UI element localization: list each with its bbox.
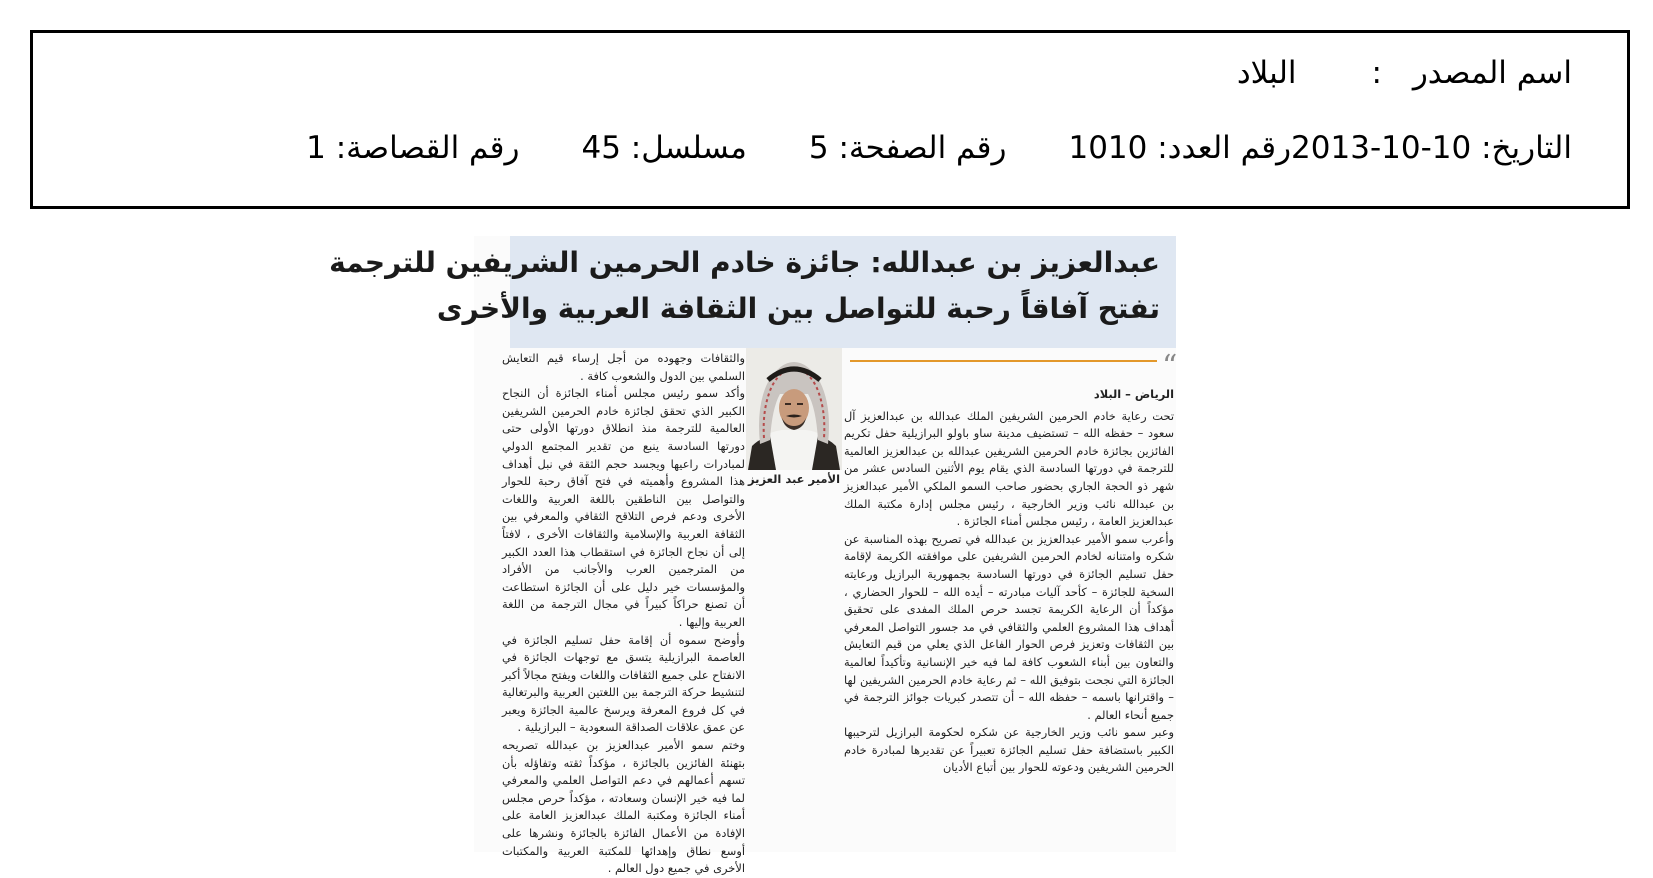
date-label: التاريخ: [1481,130,1572,166]
source-value: البلاد [1236,55,1297,91]
date-field [1291,130,1572,166]
headline-panel [329,236,1176,348]
headline-line-2: تفتح آفاقاً رحبة للتواصل بين الثقافة العربية والأخرى [436,292,1160,325]
source-info-box [30,30,1630,209]
article-right-column [844,386,1174,777]
issue-number-label: رقم العدد: [1157,130,1292,166]
source-colon: : [1371,55,1382,91]
article-paragraph: وأوضح سموه أن إقامة حفل تسليم الجائزة في العاصمة البرازيلية يتسق مع توجهات الجائزة في الانفتاح على جميع الثقافات واللغات ويفتح مجالاً أكبر لتنشيط حركة الترجمة بين اللغتين العربية والبرتغالية في كل فروع المعرفة ويرسخ عالمية الجائزة ويعبر عن عمق علاقات الصداقة السعودية – البرازيلية . [502,632,745,735]
dateline: الرياض – البلاد [1093,387,1174,401]
clipping-number-field [306,130,520,166]
source-label: اسم المصدر [1412,55,1572,91]
portrait-photo [746,348,842,470]
serial-value: 45 [581,130,621,166]
issue-number-field [1068,130,1292,166]
headline-line-1: عبدالعزيز بن عبدالله: جائزة خادم الحرمين الشريفين للترجمة [329,246,1160,279]
article-paragraph: وعبر سمو نائب وزير الخارجية عن شكره لحكومة البرازيل لترحيبها الكبير باستضافة حفل تسليم الجائزة تعبيراً عن تقديرها لمبادرة خادم الحرمين الشريفين ودعوته للحوار بين أتباع الأديان [844,725,1174,775]
source-row [1236,55,1572,91]
portrait-illustration [746,348,842,470]
page-number-field [808,130,1007,166]
orange-divider [850,360,1157,362]
page-number-value: 5 [808,130,829,166]
quote-mark-icon: “ [1162,349,1178,384]
newspaper-clipping [329,236,1178,876]
article-paragraph: وأكد سمو رئيس مجلس أمناء الجائزة أن النجاح الكبير الذي تحقق لجائزة خادم الحرمين الشريفين العالمية للترجمة منذ انطلاق دورتها الأولى حتى دورتها السادسة ينبع من تقدير المجتمع الدولي لمبادرات راعيها ويجسد حجم الثقة في نبل أهداف هذا المشروع وأهميته في فتح آفاق رحبة للحوار والتواصل بين الناطقين باللغة العربية واللغات الأخرى ودعم فرص التلاقح الثقافي والمعرفي بين الثقافة العربية والإسلامية والثقافات الأخرى ، لافتاً إلى أن نجاح الجائزة في استقطاب هذا العدد الكبير من المترجمين العرب والأجانب من الأفراد والمؤسسات خير دليل على أن الجائزة استطاعت أن تصنع حراكاً كبيراً في مجال الترجمة من اللغة العربية وإليها . [502,386,745,629]
article-paragraph: وأعرب سمو الأمير عبدالعزيز بن عبدالله في تصريح بهذه المناسبة عن شكره وامتنانه لخادم الحرمين الشريفين على موافقته الكريمة لإقامة حفل تسليم الجائزة في دورتها السادسة بجمهورية البرازيل ورعايته السخية للجائزة – كأحد آليات مبادرته – أيده الله – للحوار الحضاري ، مؤكداً أن الرعاية الكريمة تجسد حرص الملك المفدى على تحقيق أهداف هذا المشروع العلمي والثقافي في مد جسور التواصل المعرفي بين الثقافات وتعزيز فرص الحوار الفاعل الذي يعلي من قيم التعايش والتعاون بين أبناء الشعوب كافة لما فيه خير الإنسانية وتأكيداً لعالمية الجائزة التي نجحت بتوفيق الله – ثم رعاية خادم الحرمين الشريفين لها – واقترانها باسمه – حفظه الله – أن تتصدر كبريات جوائز الترجمة في جميع أنحاء العالم . [844,531,1174,722]
issue-number-value: 1010 [1068,130,1148,166]
clipping-number-value: 1 [306,130,326,166]
serial-label: مسلسل: [630,130,747,166]
issue-details-row [244,130,1572,166]
clipping-number-label: رقم القصاصة: [335,130,520,166]
serial-field [581,130,747,166]
photo-caption: الأمير عبد العزيز [747,472,841,486]
page-number-label: رقم الصفحة: [838,130,1007,166]
date-value: 2013-10-10 [1291,130,1472,166]
article-paragraph: والثقافات وجهوده من أجل إرساء قيم التعايش السلمي بين الدول والشعوب كافة . [502,351,745,383]
article-paragraph: تحت رعاية خادم الحرمين الشريفين الملك عبدالله بن عبدالعزيز آل سعود – حفظه الله – تستضيف مدينة ساو باولو البرازيلية حفل تكريم الفائزين بجائزة خادم الحرمين الشريفين عبدالله بن عبدالعزيز العالمية للترجمة في دورتها السادسة الذي يقام يوم الأثنين السادس عشر من شهر ذو الحجة الجاري بحضور صاحب السمو الملكي الأمير عبدالعزيز بن عبدالله نائب وزير الخارجية ، رئيس مجلس إدارة مكتبة الملك عبدالعزيز العامة ، رئيس مجلس أمناء الجائزة . [844,408,1174,529]
article-left-column [502,350,745,878]
article-paragraph: وختم سمو الأمير عبدالعزيز بن عبدالله تصريحه بتهنئة الفائزين بالجائزة ، مؤكداً ثقته وتفاؤله بأن تسهم أعمالهم في دعم التواصل العلمي والمعرفي لما فيه خير الإنسان وسعادته ، مؤكداً حرص مجلس أمناء الجائزة ومكتبة الملك عبدالعزيز العامة على الإفادة من الأعمال الفائزة بالجائزة ونشرها على أوسع نطاق وإهدائها للمكتبة العربية والمكتبات الأخرى في جميع دول العالم . [502,738,745,876]
